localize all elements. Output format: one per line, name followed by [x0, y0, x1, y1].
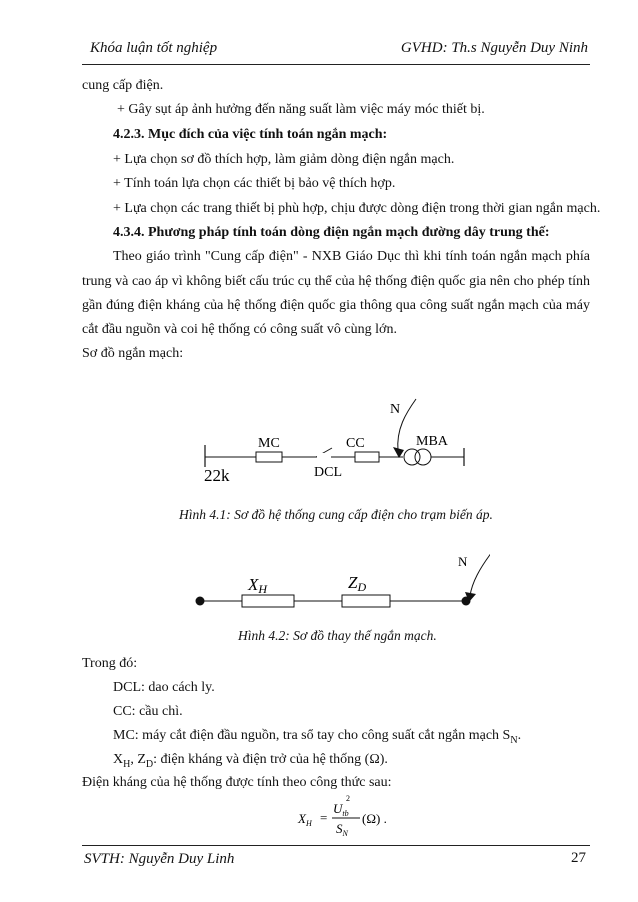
breaker-mc	[256, 452, 282, 462]
label-n: N	[458, 554, 468, 569]
label-n: N	[390, 402, 401, 417]
figure-4-1-caption: Hình 4.1: Sơ đồ hệ thống cung cấp điện cho trạm biến áp.	[179, 507, 493, 522]
legend-cc: CC: cầu chì.	[113, 704, 183, 719]
text-line: + Tính toán lựa chọn các thiết bị bảo vệ thích hợp.	[113, 176, 396, 191]
reactance-xh	[242, 595, 294, 607]
legend-dcl: DCL: dao cách ly.	[113, 680, 215, 695]
header-right: GVHD: Th.s Nguyễn Duy Ninh	[400, 40, 588, 56]
line-gap-mask	[317, 453, 331, 461]
svg-text:SN: $S_N$	[336, 821, 348, 838]
fault-arrow-n	[470, 552, 490, 596]
header-left: Khóa luận tốt nghiệp	[90, 40, 218, 56]
paragraph-line: trung và cao áp vì không biết cấu trúc cụ thể của hệ thống điện quốc gia nên cho phép tính	[82, 274, 590, 289]
text-line: + Lựa chọn các trang thiết bị phù hợp, chịu được dòng điện trong thời gian ngắn mạch.	[113, 201, 601, 216]
header-rule	[82, 64, 590, 65]
text-line: + Lựa chọn sơ đồ thích hợp, làm giảm dòng điện ngắn mạch.	[113, 152, 455, 167]
fault-arrowhead	[393, 447, 404, 458]
paragraph-line: Theo giáo trình "Cung cấp điện" - NXB Giáo Dục thì khi tính toán ngắn mạch phía	[113, 249, 590, 264]
footer-left: SVTH: Nguyễn Duy Linh	[84, 851, 235, 867]
figure-supply-diagram	[190, 395, 480, 485]
text-line: cung cấp điện.	[82, 78, 164, 93]
label-cc: CC	[346, 436, 365, 451]
legend-mc: MC: máy cắt điện đầu nguồn, tra sổ tay cho công suất cắt ngắn mạch $S_N$.	[113, 728, 522, 746]
formula-xh	[290, 795, 410, 841]
label-dcl: DCL	[314, 465, 342, 480]
svg-text:Utb: $U_{tb}$	[333, 801, 349, 818]
section-heading-4-2-3: 4.2.3. Mục đích của việc tính toán ngắn mạch:	[113, 127, 388, 142]
legend-xh-zd: $X_H$, $Z_D$: điện kháng và điện trở của hệ thống (Ω).	[113, 752, 388, 770]
transformer-coil-2	[415, 449, 431, 465]
label-zd: ZD	[348, 573, 367, 594]
label-mba: MBA	[416, 434, 448, 449]
page-number: 27	[571, 850, 586, 866]
label-22k: 22k	[204, 466, 230, 485]
text-line: Điện kháng của hệ thống được tính theo công thức sau:	[82, 775, 392, 790]
text-line: + Gây sụt áp ảnh hưởng đến năng suất làm việc máy móc thiết bị.	[117, 102, 485, 117]
section-heading-4-3-4: 4.3.4. Phương pháp tính toán dòng điện ngắn mạch đường dây trung thế:	[113, 225, 550, 240]
label-mc: MC	[258, 436, 280, 451]
paragraph-line: cắt đầu nguồn và coi hệ thống có công suất vô cùng lớn.	[82, 322, 397, 337]
figure-4-2-caption: Hình 4.2: Sơ đồ thay thế ngắn mạch.	[238, 628, 437, 643]
svg-text:=: =	[320, 810, 328, 825]
text-line: Trong đó:	[82, 656, 138, 671]
text-line: Sơ đồ ngắn mạch:	[82, 346, 184, 361]
paragraph-line: gần đúng điện kháng của hệ thống điện quốc gia thông qua công suất ngắn mạch của máy	[82, 298, 590, 313]
svg-text:XH: $X_H$	[298, 811, 312, 828]
fault-arrow-n	[398, 399, 416, 451]
label-xh: XH	[248, 575, 268, 596]
svg-text:(Ω) .: (Ω) .	[362, 811, 387, 826]
svg-text:2: 2	[346, 795, 350, 803]
figure-equivalent-circuit	[190, 548, 490, 614]
impedance-zd	[342, 595, 390, 607]
fuse-cc	[355, 452, 379, 462]
footer-rule	[82, 845, 590, 846]
